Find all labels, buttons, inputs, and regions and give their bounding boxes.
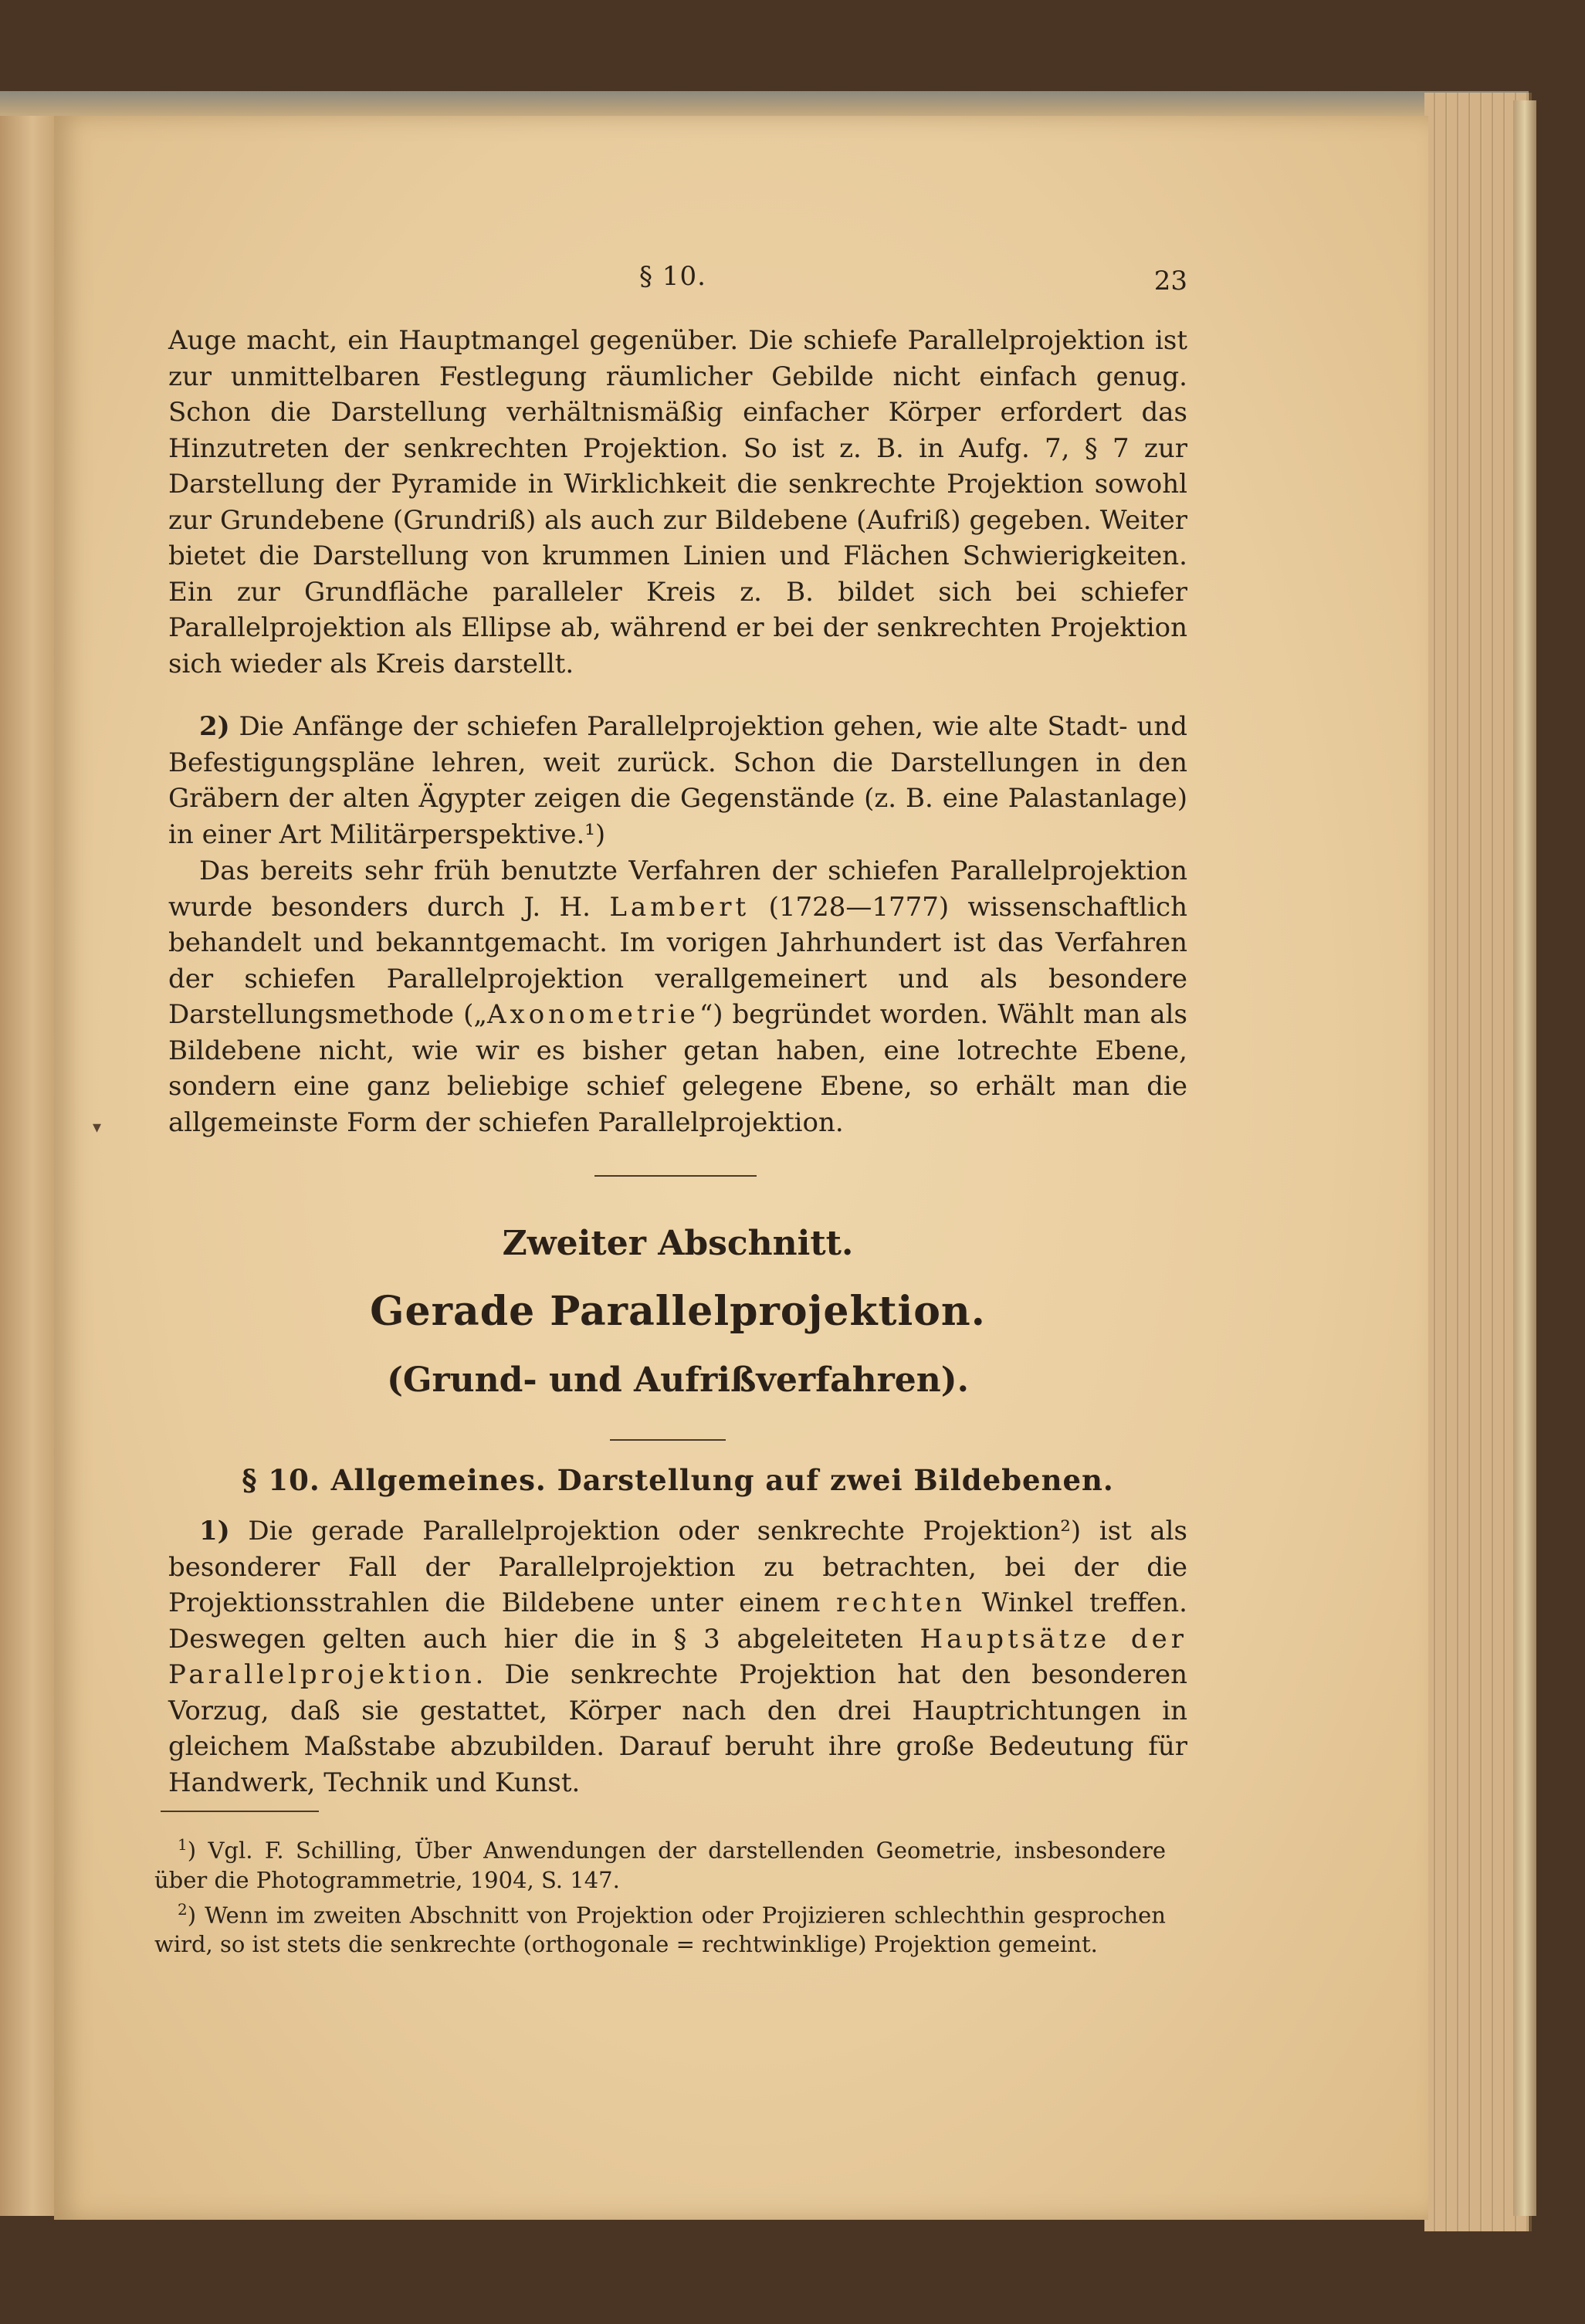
paragraph-text: Winkel treffen. Deswegen gelten auch hier die in § 3 abgeleiteten	[168, 1587, 1187, 1655]
paragraph-3	[168, 853, 1187, 1140]
footnote-2: $^2$) Wenn im zweiten Abschnitt von Projektion oder Projizieren schlechthin gesprochen wird, so ist stets die senkrechte (orthogonale = rechtwinklige) Projektion gemeint.	[154, 1899, 1166, 1958]
chapter-subtitle: (Grund- und Aufrißverfahren).	[387, 1360, 969, 1400]
book-cover-edge	[1513, 100, 1536, 2216]
book-left-leaf	[0, 116, 56, 2216]
running-section: § 10.	[639, 261, 706, 292]
paragraph-number: 1)	[199, 1516, 230, 1547]
paragraph-heading: § 10. Allgemeines. Darstellung auf zwei Bildebenen.	[242, 1463, 1114, 1497]
paragraph-2	[168, 709, 1187, 852]
paragraph-text: (1728—1777) wissenschaftlich behandelt und bekanntgemacht. Im vorigen Jahrhundert ist das Verfahren der schiefen Parallelprojektion verallgemeinert und als besondere Darstellungsmethode („	[168, 891, 1188, 1030]
margin-mark: ▾	[93, 1118, 102, 1137]
paragraph-text: Die gerade Parallelprojektion oder senkrechte Projektion²) ist als besonderer Fall der Parallelprojektion zu betrachten, bei der die Projektionsstrahlen die Bildebene unter einem	[168, 1516, 1188, 1618]
footnote-text: Vgl. F. Schilling, Über Anwendungen der darstellenden Geometrie, insbesondere über die Photogrammetrie, 1904, S. 147.	[154, 1837, 1166, 1893]
section-divider	[594, 1175, 757, 1177]
emphasis-hauptsaetze: Hauptsätze der Parallelprojektion	[168, 1623, 1188, 1690]
footnote-1: $^1$) Vgl. F. Schilling, Über Anwendungen der darstellenden Geometrie, insbesondere über die Photogrammetrie, 1904, S. 147.	[154, 1835, 1166, 1893]
footnote-marker: 2	[178, 1899, 188, 1919]
chapter-title: Gerade Parallelprojektion.	[370, 1288, 986, 1335]
footnote-marker: 1	[178, 1835, 188, 1854]
footnotes	[154, 1830, 1166, 1959]
running-header	[168, 261, 1187, 307]
paragraph-continued: Auge macht, ein Hauptmangel gegenüber. Die schiefe Parallelprojektion ist zur unmittelbaren Festlegung räumlicher Gebilde nicht einfach genug. Schon die Darstellung verhältnismäßig einfacher Körper erfordert das Hinzutreten der senkrechten Projektion. So ist z. B. in Aufg. 7, § 7 zur Darstellung der Pyramide in Wirklichkeit die senkrechte Projektion sowohl zur Grundebene (Grundriß) als auch zur Bildebene (Aufriß) gegeben. Weiter bietet die Darstellung von krummen Linien und Flächen Schwierigkeiten. Ein zur Grundfläche paralleler Kreis z. B. bildet sich bei schiefer Parallelprojektion als Ellipse ab, während er bei der senkrechten Projektion sich wieder als Kreis darstellt.	[168, 325, 1187, 679]
title-divider	[610, 1439, 726, 1441]
paragraph-text: Das bereits sehr früh benutzte Verfahren der schiefen Parallelprojektion wurde besonders durch J. H.	[168, 855, 1187, 923]
emphasis-rechten: rechten	[836, 1587, 967, 1618]
paragraph-text: . Die senkrechte Projektion hat den besonderen Vorzug, daß sie gestattet, Körper nach den drei Hauptrichtungen in gleichem Maßstabe abzubilden. Darauf beruht ihre große Bedeutung für Handwerk, Technik und Kunst.	[168, 1659, 1187, 1798]
page-number: 23	[1153, 266, 1187, 296]
section-heading: Zweiter Abschnitt.	[502, 1224, 854, 1263]
footnote-rule	[161, 1811, 319, 1812]
paragraph-text: “) begründet worden. Wählt man als Bildebene nicht, wie wir es bisher getan haben, eine lotrechte Ebene, sondern eine ganz beliebige schief gelegene Ebene, so erhält man die allgemeinste Form der schiefen Parallelprojektion.	[168, 999, 1187, 1138]
emphasis-axonometrie: Axonometrie	[486, 999, 699, 1030]
paragraph-number: 2)	[199, 711, 230, 742]
paragraph-4	[168, 1513, 1187, 1801]
paragraph-text: Die Anfänge der schiefen Parallelprojektion gehen, wie alte Stadt- und Befestigungspläne lehren, weit zurück. Schon die Darstellungen in den Gräbern der alten Ägypter zeigen die Gegenstände (z. B. eine Palastanlage) in einer Art Militärperspektive.¹)	[168, 711, 1187, 850]
emphasis-lambert: Lambert	[609, 891, 750, 923]
footnote-text: Wenn im zweiten Abschnitt von Projektion oder Projizieren schlechthin gesprochen wird, so ist stets die senkrechte (orthogonale = rechtwinklige) Projektion gemeint.	[154, 1902, 1166, 1958]
